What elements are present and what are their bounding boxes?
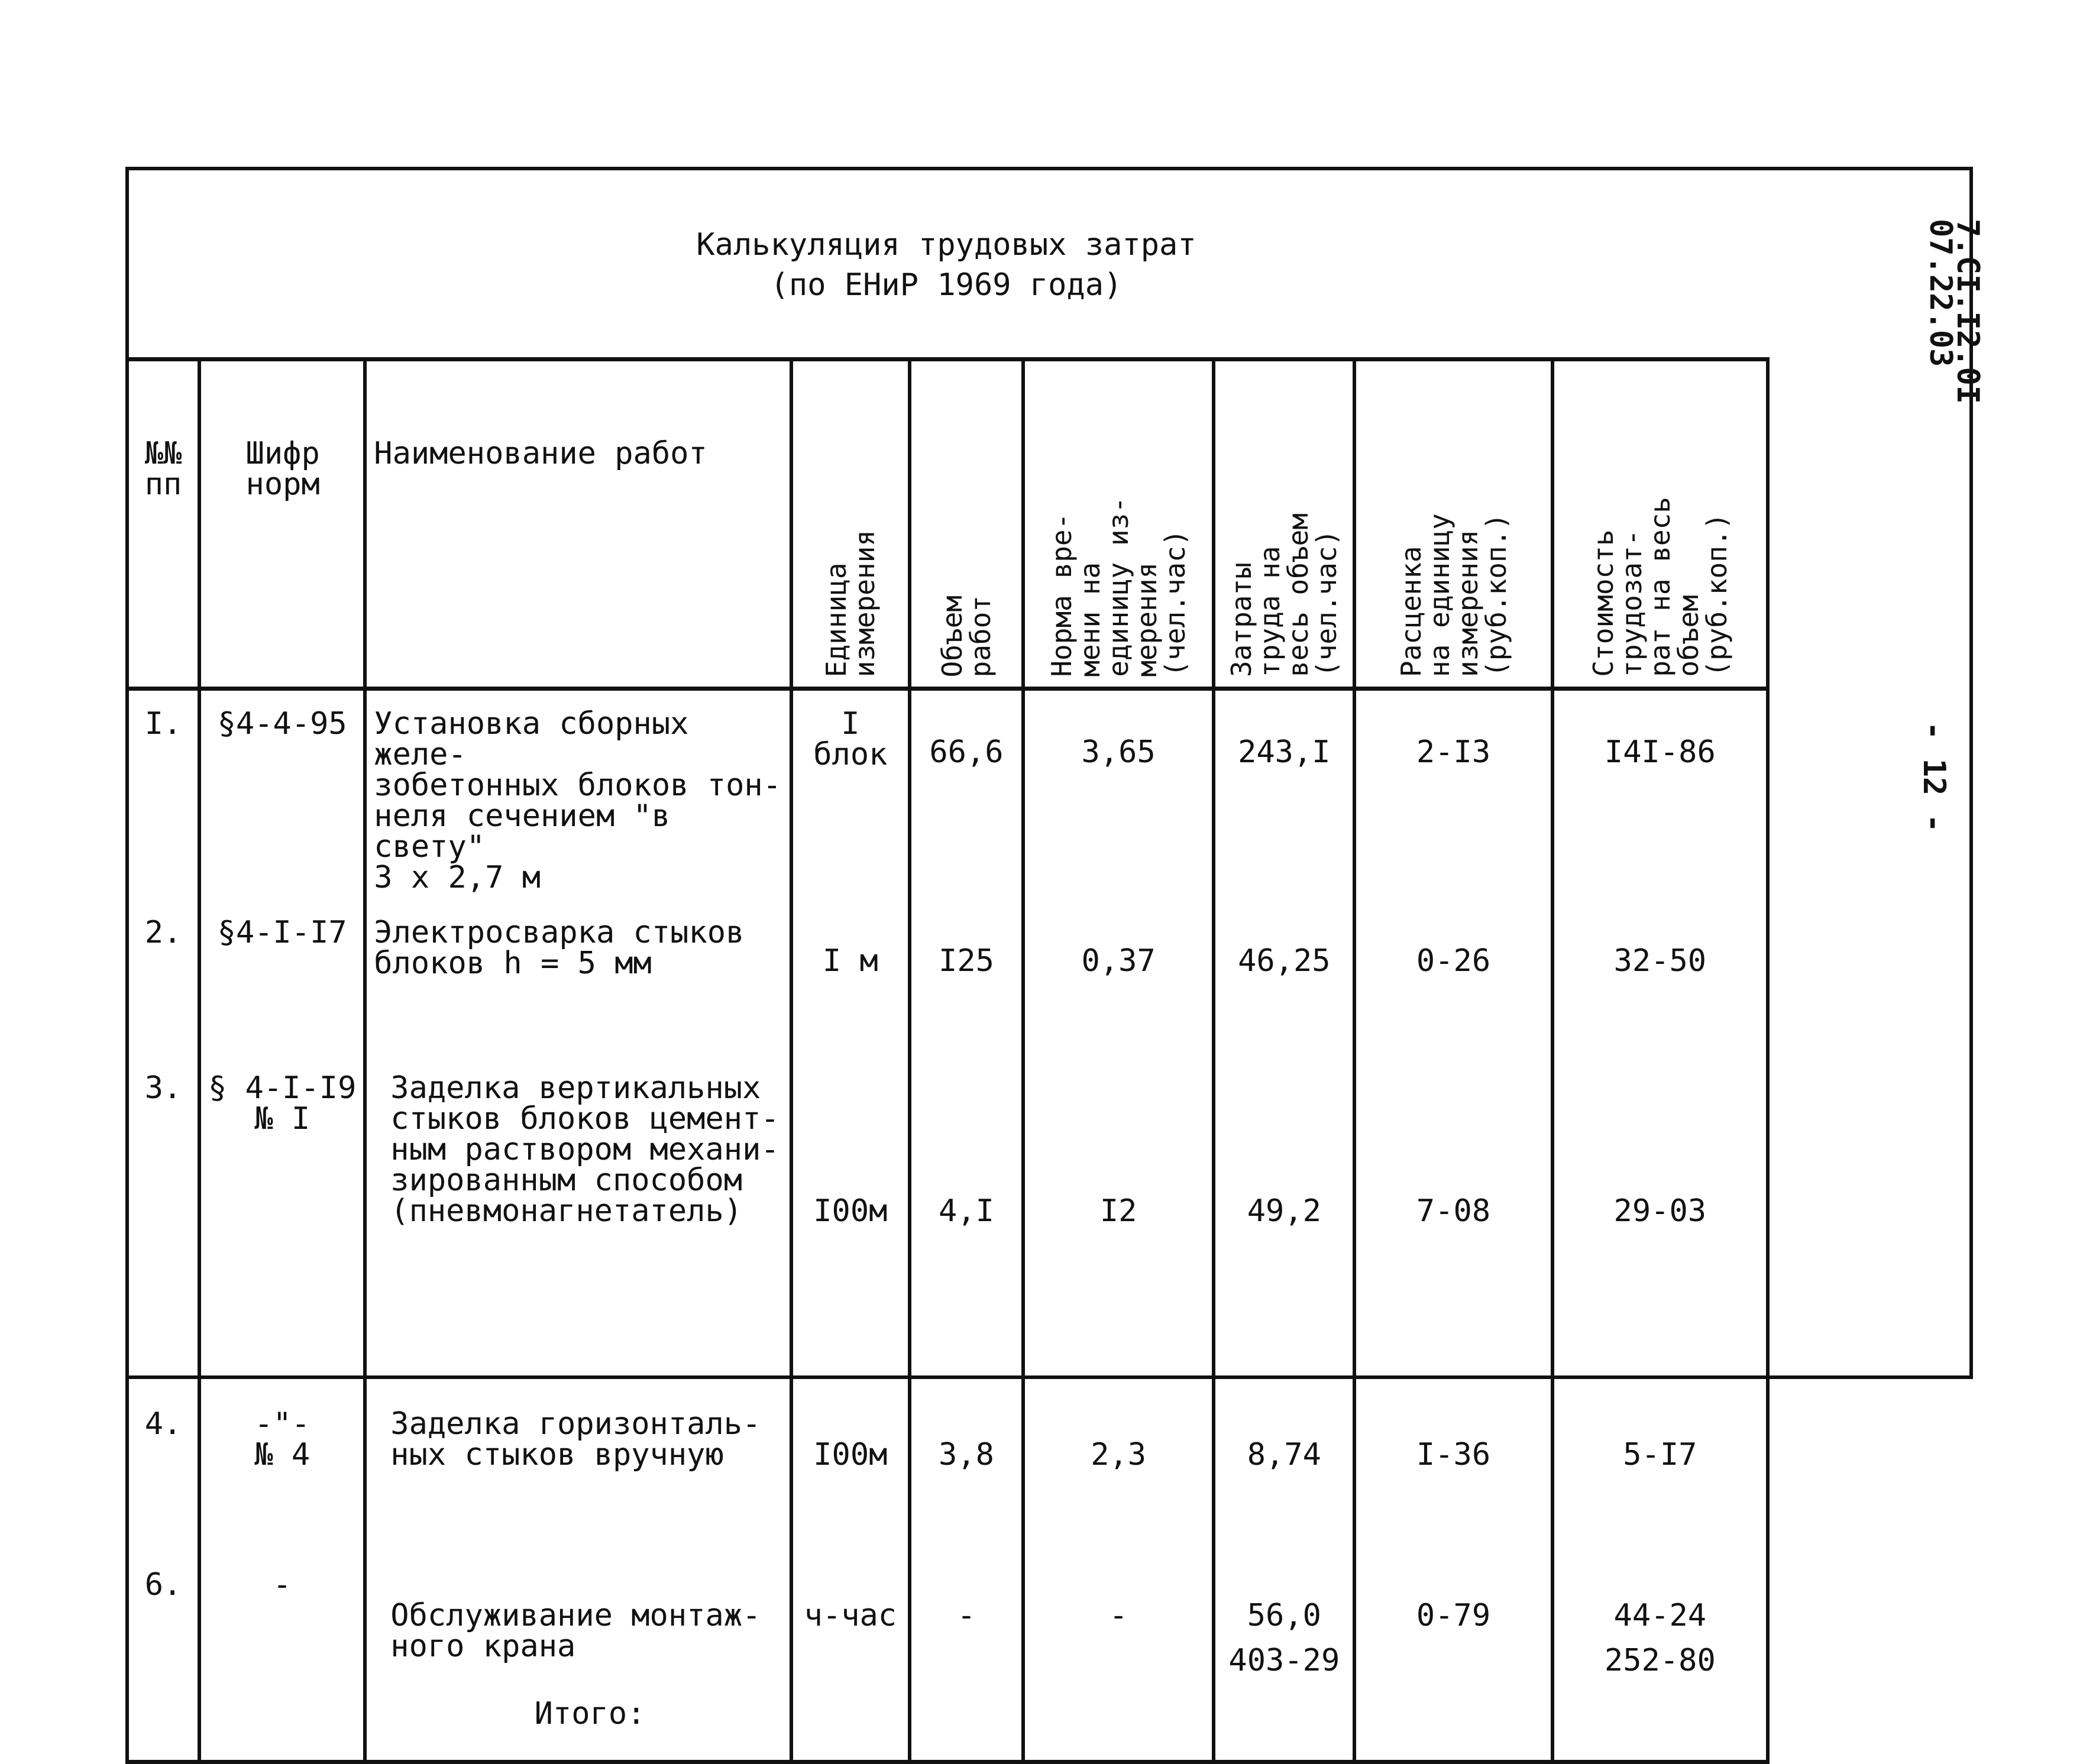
- row-norm: I2: [1023, 1061, 1214, 1397]
- row-code: -"- № 4: [199, 1397, 365, 1558]
- row-num: 3.: [127, 1061, 199, 1397]
- row-num: 4.: [127, 1397, 199, 1558]
- row-code: -: [199, 1558, 365, 1762]
- row-volume: 66,6: [910, 689, 1023, 900]
- page-number: [1916, 721, 1952, 840]
- header-volume: Объем работ: [910, 360, 1023, 689]
- row-cost: 5-I7: [1552, 1397, 1768, 1558]
- row-norm: 3,65: [1023, 689, 1214, 900]
- table-row: [127, 899, 1768, 1061]
- table-row: [127, 1558, 1768, 1762]
- row-code: §4-4-95: [199, 689, 365, 900]
- header-code: Шифр норм: [199, 360, 365, 689]
- row-cost: 29-03: [1552, 1061, 1768, 1397]
- row-rate: 0-26: [1354, 899, 1552, 1061]
- row-name: Установка сборных желе- зобетонных блоков тон- неля сечением "в свету" 3 х 2,7 м: [365, 689, 791, 900]
- total-cost: 252-80: [1604, 1643, 1716, 1678]
- row-volume: 4,I: [910, 1061, 1023, 1397]
- row-cost: I4I-86: [1552, 689, 1768, 900]
- row-code: §4-I-I7: [199, 899, 365, 1061]
- row-volume: -: [910, 1558, 1023, 1762]
- row-labor-cell: [1214, 1558, 1354, 1762]
- row-name: Заделка вертикальных стыков блоков цемент- ным раствором механи- зированным способом (пневмонагнетатель): [365, 1061, 791, 1397]
- row-unit: I00м: [791, 1061, 910, 1397]
- row-labor: 56,0: [1247, 1598, 1321, 1633]
- row-norm: -: [1023, 1558, 1214, 1762]
- table-row: [127, 689, 1768, 900]
- row-labor: 49,2: [1214, 1061, 1354, 1397]
- row-cost: 44-24: [1613, 1598, 1707, 1633]
- total-labor: 403-29: [1228, 1643, 1340, 1678]
- row-name: Электросварка стыков блоков h = 5 мм: [365, 899, 791, 1061]
- total-label: Итого:: [534, 1696, 646, 1731]
- row-rate: 7-08: [1354, 1061, 1552, 1397]
- row-unit: I м: [791, 899, 910, 1061]
- row-num: 6.: [127, 1558, 199, 1762]
- row-unit: I блок: [791, 689, 910, 900]
- doc-code-line-2: 07.22.03: [1923, 219, 1958, 367]
- doc-code-line-1: 7.CI.I2.0I: [1950, 219, 1985, 404]
- row-cost: 32-50: [1552, 899, 1768, 1061]
- header-name: Наименование работ: [365, 360, 791, 689]
- row-code: § 4-I-I9 № I: [199, 1061, 365, 1397]
- row-rate: 2-I3: [1354, 689, 1552, 900]
- table-row: [127, 1061, 1768, 1397]
- row-unit: I00м: [791, 1397, 910, 1558]
- row-name-text: Обслуживание монтаж- ного крана: [390, 1598, 761, 1664]
- row-num: 2.: [127, 899, 199, 1061]
- row-cost-cell: [1552, 1558, 1768, 1762]
- row-name: Заделка горизонталь- ных стыков вручную: [365, 1397, 791, 1558]
- row-labor: 46,25: [1214, 899, 1354, 1061]
- page-number-text: - 12 -: [1916, 721, 1952, 833]
- table-row: [127, 1397, 1768, 1558]
- title-line-1: Калькуляция трудовых затрат: [696, 227, 1196, 263]
- document-title: [532, 225, 1360, 305]
- title-line-2: (по ЕНиР 1969 года): [770, 267, 1123, 303]
- table-header-row: [127, 360, 1768, 689]
- row-labor: 8,74: [1214, 1397, 1354, 1558]
- header-cost: Стоимость трудозат- рат на весь объем (руб.коп.): [1552, 360, 1768, 689]
- row-name: [365, 1558, 791, 1762]
- row-labor: 243,I: [1214, 689, 1354, 900]
- header-unit: Единица измерения: [791, 360, 910, 689]
- row-volume: 3,8: [910, 1397, 1023, 1558]
- header-num: №№ пп: [127, 360, 199, 689]
- row-norm: 2,3: [1023, 1397, 1214, 1558]
- header-norm: Норма вре- мени на единицу из- мерения (чел.час): [1023, 360, 1214, 689]
- labor-cost-table: [125, 357, 1770, 1764]
- row-unit: ч-час: [791, 1558, 910, 1762]
- header-rate: Расценка на единицу измерения (руб.коп.): [1354, 360, 1552, 689]
- row-norm: 0,37: [1023, 899, 1214, 1061]
- row-rate: 0-79: [1354, 1558, 1552, 1762]
- row-num: I.: [127, 689, 199, 900]
- header-labor: Затраты труда на весь объем (чел.час): [1214, 360, 1354, 689]
- document-code: [1923, 219, 1985, 414]
- row-rate: I-36: [1354, 1397, 1552, 1558]
- row-volume: I25: [910, 899, 1023, 1061]
